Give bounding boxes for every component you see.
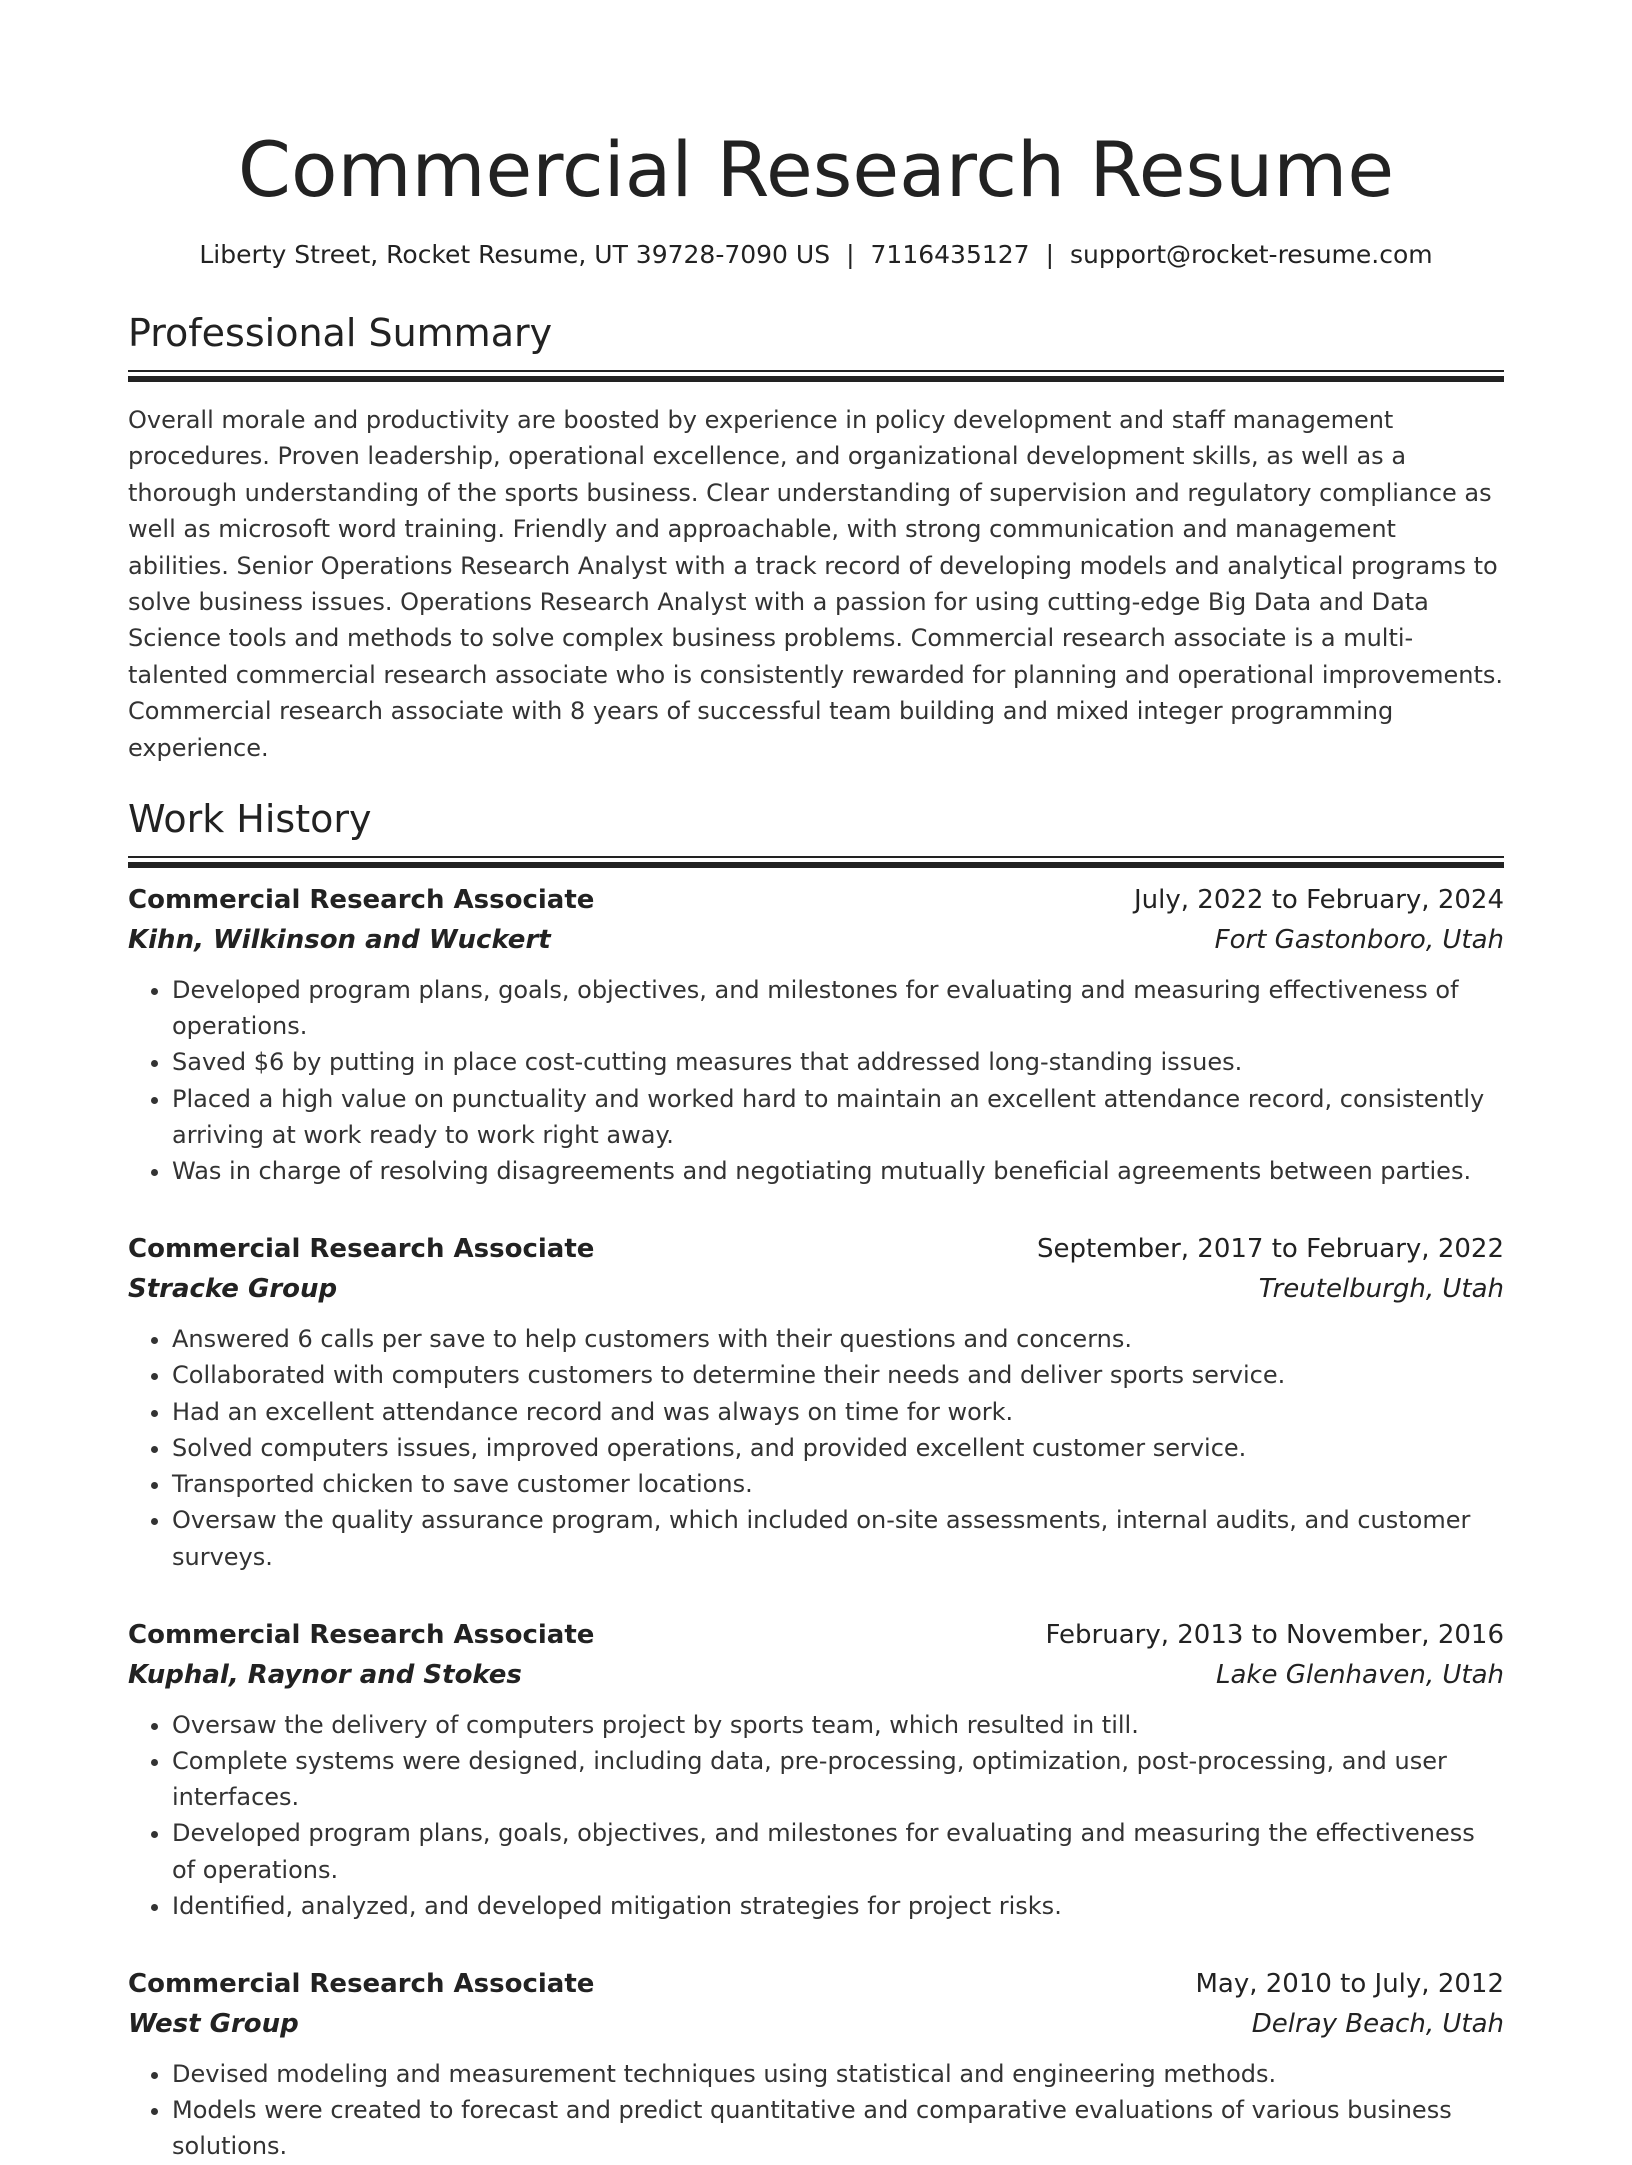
job-company-row [128, 920, 1504, 960]
work-history-section [128, 794, 1504, 2164]
job-bullet: • Oversaw the delivery of computers project by sports team, which resulted in till. [172, 1707, 1504, 1743]
job-dates: February, 2013 to November, 2016 [1045, 1619, 1504, 1650]
contact-email: support@rocket-resume.com [1070, 240, 1433, 269]
job-entry [128, 880, 1504, 1189]
job-bullets [128, 1707, 1504, 1924]
job-header-row [128, 1229, 1504, 1269]
job-entry [128, 1229, 1504, 1574]
job-bullet: • Oversaw the quality assurance program, which included on-site assessments, internal audits, and customer surveys. [172, 1502, 1504, 1574]
contact-separator: | [1045, 240, 1055, 269]
job-bullet: • Transported chicken to save customer locations. [172, 1466, 1504, 1502]
job-bullet: • Had an excellent attendance record and was always on time for work. [172, 1394, 1504, 1430]
job-bullet: • Was in charge of resolving disagreements and negotiating mutually beneficial agreements between parties. [172, 1153, 1504, 1189]
job-title: Commercial Research Associate [128, 1968, 595, 1999]
job-bullet: • Devised modeling and measurement techniques using statistical and engineering methods. [172, 2056, 1504, 2092]
job-company: West Group [128, 2008, 299, 2039]
job-location: Fort Gastonboro, Utah [1214, 925, 1504, 956]
job-bullets [128, 2056, 1504, 2165]
job-location: Delray Beach, Utah [1251, 2008, 1504, 2039]
resume-title: Commercial Research Resume [237, 125, 1395, 214]
section-divider [128, 856, 1504, 858]
job-dates: May, 2010 to July, 2012 [1195, 1968, 1504, 1999]
section-heading-summary: Professional Summary [128, 311, 553, 355]
job-title: Commercial Research Associate [128, 885, 595, 916]
job-title: Commercial Research Associate [128, 1619, 595, 1650]
job-title: Commercial Research Associate [128, 1234, 595, 1265]
job-bullets [128, 1321, 1504, 1574]
job-header-row [128, 1964, 1504, 2004]
job-bullet: • Placed a high value on punctuality and worked hard to maintain an excellent attendance record, consistently arriving at work ready to work right away. [172, 1081, 1504, 1153]
contact-separator: | [846, 240, 855, 269]
job-company: Stracke Group [128, 1274, 338, 1305]
job-company-row [128, 1269, 1504, 1309]
job-company: Kuphal, Raynor and Stokes [128, 1659, 522, 1690]
summary-text: Overall morale and productivity are boosted by experience in policy development and staff management procedures. Proven leadership, operational excellence, and organizational development skills, as well as a thorough understanding of the sports business. Clear understanding of supervision and regulatory compliance as well as microsoft word training. Friendly and approachable, with strong communication and management abilities. Senior Operations Research Analyst with a track record of developing models and analytical programs to solve business issues. Operations Research Analyst with a passion for using cutting-edge Big Data and Data Science tools and methods to solve complex business problems. Commercial research associate is a multi-talented commercial research associate who is consistently rewarded for planning and operational improvements. Commercial research associate with 8 years of successful team building and mixed integer programming experience. [128, 406, 1503, 762]
section-heading-work: Work History [128, 797, 372, 842]
job-bullet: • Identified, analyzed, and developed mitigation strategies for project risks. [172, 1888, 1504, 1924]
job-bullet: • Saved $6 by putting in place cost-cutting measures that addressed long-standing issues. [172, 1044, 1504, 1080]
job-entry [128, 1964, 1504, 2165]
contact-line [128, 238, 1504, 272]
contact-address: Liberty Street, Rocket Resume, UT 39728-7090 US [199, 240, 831, 269]
professional-summary-section [128, 308, 1504, 766]
job-company-row [128, 2004, 1504, 2044]
job-company: Kihn, Wilkinson and Wuckert [128, 925, 551, 956]
job-bullet: • Solved computers issues, improved operations, and provided excellent customer service. [172, 1430, 1504, 1466]
job-bullet: • Answered 6 calls per save to help customers with their questions and concerns. [172, 1321, 1504, 1357]
job-dates: September, 2017 to February, 2022 [1037, 1234, 1504, 1265]
section-divider [128, 370, 1504, 372]
job-bullets [128, 972, 1504, 1189]
job-entry [128, 1615, 1504, 1924]
job-bullet: • Models were created to forecast and predict quantitative and comparative evaluations of various business solutions. [172, 2092, 1504, 2164]
job-location: Lake Glenhaven, Utah [1215, 1659, 1504, 1690]
job-bullet: • Collaborated with computers customers to determine their needs and deliver sports service. [172, 1357, 1504, 1393]
job-header-row [128, 1615, 1504, 1655]
job-bullet: • Complete systems were designed, including data, pre-processing, optimization, post-processing, and user interfaces. [172, 1743, 1504, 1815]
job-bullet: • Developed program plans, goals, objectives, and milestones for evaluating and measuring effectiveness of operations. [172, 972, 1504, 1044]
contact-phone: 7116435127 [870, 240, 1030, 269]
job-company-row [128, 1655, 1504, 1695]
job-bullet: • Developed program plans, goals, objectives, and milestones for evaluating and measuring the effectiveness of operations. [172, 1815, 1504, 1887]
job-dates: July, 2022 to February, 2024 [1134, 885, 1504, 916]
job-header-row [128, 880, 1504, 920]
job-location: Treutelburgh, Utah [1258, 1274, 1504, 1305]
